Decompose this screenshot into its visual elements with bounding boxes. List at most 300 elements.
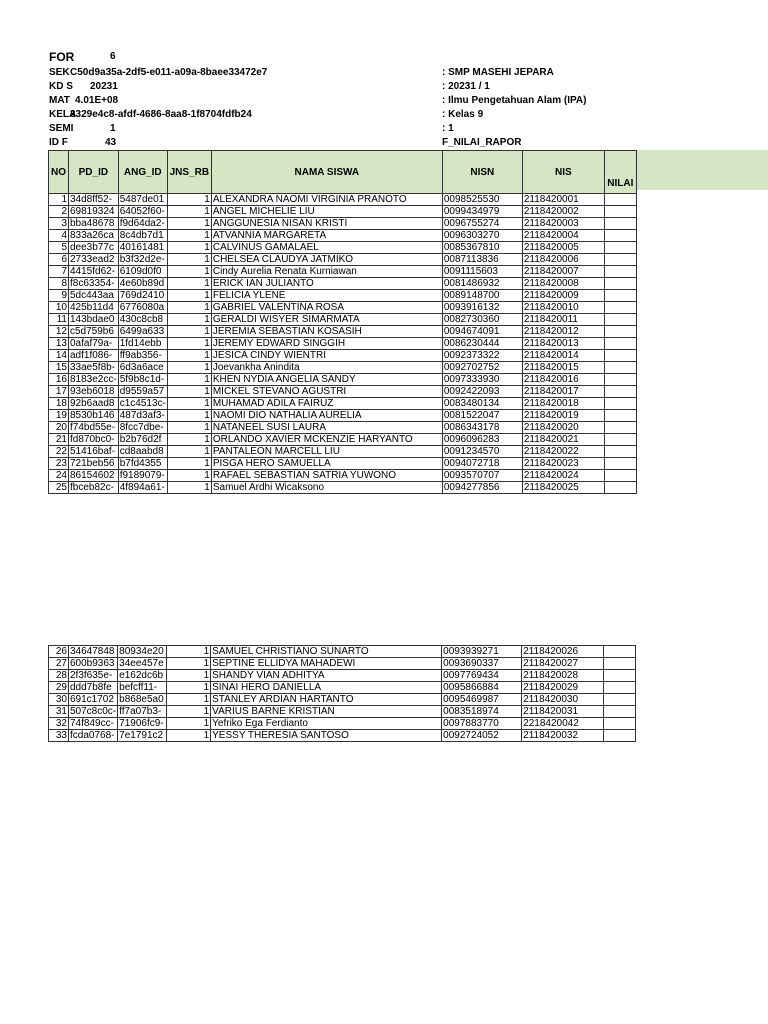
row-nama-siswa: SHANDY VIAN ADHITYA — [211, 670, 442, 682]
row-nama-siswa: Samuel Ardhi Wicaksono — [211, 482, 442, 494]
row-nisn: 0094674091 — [442, 326, 522, 338]
row-pd-id: 0afaf79a- — [69, 338, 119, 350]
row-nama-siswa: ORLANDO XAVIER MCKENZIE HARYANTO — [211, 434, 442, 446]
row-jns-rb: 1 — [167, 422, 211, 434]
row-nilai[interactable] — [604, 326, 636, 338]
row-nisn: 0093570707 — [442, 470, 522, 482]
row-nisn: 0094072718 — [442, 458, 522, 470]
row-nis: 2118420030 — [522, 694, 604, 706]
id-label: ID F — [49, 137, 68, 148]
row-nis: 2118420019 — [522, 410, 604, 422]
row-no: 26 — [49, 646, 69, 658]
row-jns-rb: 1 — [167, 646, 211, 658]
row-pd-id: 8183e2cc- — [70, 374, 117, 385]
table-row — [49, 682, 636, 694]
row-nis: 2118420013 — [522, 338, 604, 350]
row-jns-rb: 1 — [167, 410, 211, 422]
row-jns-rb: 1 — [167, 218, 211, 230]
row-no: 10 — [49, 302, 69, 314]
row-nama-siswa: FELICIA YLENE — [211, 290, 442, 302]
row-nilai[interactable] — [604, 470, 636, 482]
row-jns-rb: 1 — [167, 718, 211, 730]
row-nisn: 0087113836 — [442, 254, 522, 266]
row-nisn: 0093916132 — [442, 302, 522, 314]
row-jns-rb: 1 — [167, 266, 211, 278]
row-nilai[interactable] — [604, 386, 636, 398]
row-nilai[interactable] — [604, 242, 636, 254]
row-pd-id: 34647848 — [69, 646, 118, 658]
row-nisn: 0085367810 — [442, 242, 522, 254]
row-ang-id: c1c4513c- — [119, 398, 166, 409]
row-nilai[interactable] — [604, 410, 636, 422]
row-nis: 2118420016 — [522, 374, 604, 386]
row-nilai[interactable] — [604, 706, 636, 718]
table-row — [49, 278, 637, 290]
row-nisn: 0099434979 — [442, 206, 522, 218]
table-row — [49, 470, 637, 482]
row-pd-id: 92b6aad8 — [69, 398, 119, 410]
sheet-name: F_NILAI_RAPOR — [442, 137, 522, 148]
row-jns-rb: 1 — [167, 350, 211, 362]
row-nisn: 0086230444 — [442, 338, 522, 350]
school-name: : SMP MASEHI JEPARA — [442, 67, 554, 78]
row-ang-id: 6d3a6ace — [118, 362, 167, 374]
row-nisn: 0095866884 — [442, 682, 522, 694]
sek-value: C50d9a35a-2df5-e011-a09a-8baee33472e7 — [70, 67, 268, 78]
table-row — [49, 362, 637, 374]
row-ang-id: 6776080a — [118, 302, 167, 314]
row-pd-id: 8530b146 — [69, 410, 119, 422]
row-jns-rb: 1 — [167, 458, 211, 470]
row-nisn: 0094277856 — [442, 482, 522, 494]
row-no: 14 — [49, 350, 69, 362]
row-nilai[interactable] — [604, 422, 636, 434]
form-value: 6 — [110, 51, 116, 62]
row-no: 4 — [49, 230, 69, 242]
row-no: 20 — [49, 422, 69, 434]
row-nama-siswa: JEREMY EDWARD SINGGIH — [211, 338, 442, 350]
table-row — [49, 218, 637, 230]
row-nama-siswa: Yefriko Ega Ferdianto — [211, 718, 442, 730]
row-no: 22 — [49, 446, 69, 458]
table-row — [49, 374, 637, 386]
row-jns-rb: 1 — [167, 230, 211, 242]
row-nisn: 0092373322 — [442, 350, 522, 362]
row-nama-siswa: ERICK IAN JULIANTO — [211, 278, 442, 290]
row-nis: 2118420023 — [522, 458, 604, 470]
row-ang-id: 80934e20 — [118, 646, 167, 658]
row-no: 3 — [49, 218, 69, 230]
row-no: 25 — [49, 482, 69, 494]
row-nis: 2118420011 — [522, 314, 604, 326]
row-no: 23 — [49, 458, 69, 470]
table-row — [49, 434, 637, 446]
kd-label: KD S — [49, 81, 73, 92]
row-ang-id: 1fd14ebb — [118, 338, 167, 350]
row-nilai[interactable] — [604, 694, 636, 706]
row-nama-siswa: ATVANNIA MARGARETA — [211, 230, 442, 242]
row-nilai[interactable] — [604, 670, 636, 682]
row-no: 29 — [49, 682, 69, 694]
row-jns-rb: 1 — [167, 314, 211, 326]
row-ang-id: 64052f60- — [118, 206, 167, 218]
row-nis: 2118420020 — [522, 422, 604, 434]
row-nisn: 0081486932 — [442, 278, 522, 290]
row-jns-rb: 1 — [167, 302, 211, 314]
row-pd-id: fcda0768- — [69, 730, 118, 742]
row-jns-rb: 1 — [167, 482, 211, 494]
row-jns-rb: 1 — [167, 658, 211, 670]
table-row — [49, 302, 637, 314]
row-no: 24 — [49, 470, 69, 482]
row-nis: 2118420014 — [522, 350, 604, 362]
row-nis: 2118420015 — [522, 362, 604, 374]
row-ang-id: b3f32d2e- — [118, 254, 167, 266]
row-pd-id: f8c63354- — [69, 278, 119, 290]
row-nilai[interactable] — [604, 362, 636, 374]
row-nis: 2118420009 — [522, 290, 604, 302]
row-nis: 2118420008 — [522, 278, 604, 290]
row-pd-id: adf1f086- — [69, 350, 119, 362]
semester-label: SEMI — [49, 123, 74, 134]
table-row — [49, 326, 637, 338]
row-pd-id: 600b9363 — [69, 658, 118, 670]
row-jns-rb: 1 — [167, 338, 211, 350]
col-nilai: NILAI — [604, 151, 636, 194]
row-nama-siswa: GERALDI WISYER SIMARMATA — [211, 314, 442, 326]
row-no: 32 — [49, 718, 69, 730]
row-pd-id: bba48678 — [69, 218, 119, 230]
row-ang-id: 430c8cb8 — [118, 314, 167, 326]
row-nilai[interactable] — [604, 434, 636, 446]
row-nis: 2118420001 — [522, 194, 604, 206]
row-jns-rb: 1 — [167, 434, 211, 446]
row-jns-rb: 1 — [167, 706, 211, 718]
header-fill-extension — [636, 150, 768, 190]
table-row — [49, 422, 637, 434]
row-nama-siswa: MUHAMAD ADILA FAIRUZ — [211, 398, 442, 410]
table-row — [49, 242, 637, 254]
kelas-value: 3329e4c8-afdf-4686-8aa8-1f8704fdfb24 — [70, 109, 252, 120]
table-row — [49, 194, 637, 206]
row-no: 19 — [49, 410, 69, 422]
col-ang-id: ANG_ID — [118, 151, 167, 194]
row-nilai[interactable] — [604, 350, 636, 362]
row-nama-siswa: SEPTINE ELLIDYA MAHADEWI — [211, 658, 442, 670]
row-pd-id: c5d759b6 — [69, 326, 119, 338]
row-pd-id: 74f849cc- — [69, 718, 118, 730]
row-nama-siswa: Joevankha Anindita — [211, 362, 442, 374]
row-no: 28 — [49, 670, 69, 682]
row-pd-id: 5dc443aa — [69, 290, 119, 302]
row-ang-id: 487d3af3- — [118, 410, 167, 422]
row-ang-id: 4f894a61- — [118, 482, 167, 494]
row-nilai[interactable] — [604, 278, 636, 290]
row-no: 18 — [49, 398, 69, 410]
row-no: 33 — [49, 730, 69, 742]
row-nilai[interactable] — [604, 458, 636, 470]
row-ang-id: e162dc6b — [118, 670, 167, 682]
table-row — [49, 290, 637, 302]
row-ang-id: 769d2410 — [118, 290, 167, 302]
row-nama-siswa: PISGA HERO SAMUELLA — [211, 458, 442, 470]
row-jns-rb: 1 — [167, 682, 211, 694]
row-nis: 2118420021 — [522, 434, 604, 446]
row-ang-id: d9559a57 — [118, 386, 167, 398]
row-jns-rb: 1 — [167, 290, 211, 302]
row-nilai[interactable] — [604, 446, 636, 458]
table-header-row — [49, 151, 637, 194]
row-ang-id: 4e60b89d — [118, 278, 167, 290]
row-nisn: 0092422093 — [442, 386, 522, 398]
table-row — [49, 482, 637, 494]
row-nisn: 0089148700 — [442, 290, 522, 302]
row-pd-id: fbceb82c- — [69, 482, 119, 494]
row-ang-id: b868e5a0 — [118, 694, 167, 706]
row-nama-siswa: CHELSEA CLAUDYA JATMIKO — [211, 254, 442, 266]
table-row — [49, 410, 637, 422]
row-nilai[interactable] — [604, 206, 636, 218]
row-nilai[interactable] — [604, 374, 636, 386]
row-pd-id: 4415fd62- — [69, 266, 119, 278]
row-nis: 2118420006 — [522, 254, 604, 266]
row-nama-siswa: ALEXANDRA NAOMI VIRGINIA PRANOTO — [211, 194, 442, 206]
row-pd-id: ddd7b8fe — [69, 682, 118, 694]
semester-value: 1 — [110, 123, 116, 134]
table-row — [49, 398, 637, 410]
row-nis: 2118420005 — [522, 242, 604, 254]
col-no: NO — [49, 151, 69, 194]
row-nilai[interactable] — [604, 718, 636, 730]
row-nama-siswa: VARIUS BARNE KRISTIAN — [211, 706, 442, 718]
table-row — [49, 730, 636, 742]
row-nisn: 0082730360 — [442, 314, 522, 326]
row-ang-id: 5487de01 — [118, 194, 167, 206]
row-ang-id: b7fd4355 — [118, 458, 167, 470]
row-nis: 2118420010 — [522, 302, 604, 314]
row-nilai[interactable] — [604, 658, 636, 670]
row-ang-id: b2b76d2f — [118, 434, 167, 446]
row-pd-id: 2f3f635e- — [69, 670, 118, 682]
row-pd-id: 93eb6018 — [69, 386, 119, 398]
sek-label: SEK — [49, 67, 70, 78]
row-nilai[interactable] — [604, 482, 636, 494]
row-nama-siswa: PANTALEON MARCELL LIU — [211, 446, 442, 458]
row-nama-siswa: YESSY THERESIA SANTOSO — [211, 730, 442, 742]
row-pd-id: 86154602 — [69, 470, 119, 482]
row-jns-rb: 1 — [167, 446, 211, 458]
row-nilai[interactable] — [604, 290, 636, 302]
row-nisn: 0091234570 — [442, 446, 522, 458]
col-nisn: NISN — [442, 151, 522, 194]
row-nama-siswa: Cindy Aurelia Renata Kurniawan — [211, 266, 442, 278]
table-row — [49, 706, 636, 718]
row-nisn: 0096303270 — [442, 230, 522, 242]
row-nilai[interactable] — [604, 338, 636, 350]
row-pd-id: 691c1702 — [69, 694, 118, 706]
row-ang-id: 40161481 — [118, 242, 167, 254]
row-nama-siswa: SAMUEL CHRISTIANO SUNARTO — [211, 646, 442, 658]
row-no: 17 — [49, 386, 69, 398]
row-no: 9 — [49, 290, 69, 302]
mat-label: MAT — [49, 95, 70, 106]
row-ang-id: 8c4db7d1 — [118, 230, 167, 242]
row-jns-rb: 1 — [167, 670, 211, 682]
row-jns-rb: 1 — [167, 206, 211, 218]
row-nis: 2118420017 — [522, 386, 604, 398]
id-value: 43 — [105, 137, 117, 148]
row-nilai[interactable] — [604, 266, 636, 278]
table-row — [49, 338, 637, 350]
row-nisn: 0091115603 — [442, 266, 522, 278]
row-nis: 2118420024 — [522, 470, 604, 482]
table-row — [49, 446, 637, 458]
row-pd-id: 143bdae0 — [69, 314, 119, 326]
row-nis: 2118420032 — [522, 730, 604, 742]
row-nis: 2118420028 — [522, 670, 604, 682]
row-ang-id: cd8aabd8 — [118, 446, 167, 458]
row-nis: 2118420025 — [522, 482, 604, 494]
row-pd-id: 34d8ff52- — [69, 194, 119, 206]
grades-table-top — [48, 150, 637, 494]
row-nisn: 0093690337 — [442, 658, 522, 670]
row-nis: 2118420012 — [522, 326, 604, 338]
row-no: 15 — [49, 362, 69, 374]
table-row — [49, 658, 636, 670]
row-nilai[interactable] — [604, 646, 636, 658]
row-nilai[interactable] — [604, 254, 636, 266]
row-ang-id: 7e1791c2 — [118, 730, 167, 742]
row-nama-siswa: RAFAEL SEBASTIAN SATRIA YUWONO — [211, 470, 442, 482]
row-pd-id: 69819324 — [69, 206, 119, 218]
row-nisn: 0098525530 — [442, 194, 522, 206]
row-pd-id: 507c8c0c- — [70, 706, 117, 717]
row-nama-siswa: NATANEEL SUSI LAURA — [211, 422, 442, 434]
row-nisn: 0096096283 — [442, 434, 522, 446]
row-nis: 2118420003 — [522, 218, 604, 230]
row-nisn: 0096755274 — [442, 218, 522, 230]
row-pd-id: 833a26ca — [69, 230, 119, 242]
row-nilai[interactable] — [604, 314, 636, 326]
row-no: 5 — [49, 242, 69, 254]
row-ang-id: 6109d0f0 — [118, 266, 167, 278]
row-nis: 2118420026 — [522, 646, 604, 658]
row-ang-id: 5f9b8c1d- — [118, 374, 167, 386]
period-value: : 20231 / 1 — [442, 81, 490, 92]
row-nama-siswa: ANGEL MICHELIE LIU — [211, 206, 442, 218]
grades-table-bottom — [48, 645, 636, 742]
row-pd-id: f74bd55e- — [69, 422, 119, 434]
row-no: 30 — [49, 694, 69, 706]
row-jns-rb: 1 — [167, 374, 211, 386]
row-nisn: 0095469987 — [442, 694, 522, 706]
row-nis: 2118420029 — [522, 682, 604, 694]
row-ang-id: 8fcc7dbe- — [118, 422, 167, 434]
row-no: 2 — [49, 206, 69, 218]
row-ang-id: ff7a07b3- — [118, 706, 167, 718]
row-pd-id: 425b11d4 — [69, 302, 119, 314]
semester-name: : 1 — [442, 123, 454, 134]
row-no: 8 — [49, 278, 69, 290]
row-no: 1 — [49, 194, 69, 206]
row-nilai[interactable] — [604, 682, 636, 694]
row-nama-siswa: STANLEY ARDIAN HARTANTO — [211, 694, 442, 706]
row-pd-id: 33ae5f8b- — [69, 362, 119, 374]
row-jns-rb: 1 — [167, 362, 211, 374]
row-jns-rb: 1 — [167, 254, 211, 266]
row-nilai[interactable] — [604, 398, 636, 410]
row-no: 31 — [49, 706, 69, 718]
row-jns-rb: 1 — [167, 278, 211, 290]
table-row — [49, 718, 636, 730]
row-jns-rb: 1 — [167, 386, 211, 398]
row-nilai[interactable] — [604, 218, 636, 230]
row-jns-rb: 1 — [167, 326, 211, 338]
row-nisn: 0092724052 — [442, 730, 522, 742]
row-nis: 2218420042 — [522, 718, 604, 730]
row-nama-siswa: JEREMIA SEBASTIAN KOSASIH — [211, 326, 442, 338]
row-nis: 2118420002 — [522, 206, 604, 218]
row-nama-siswa: KHEN NYDIA ANGELIA SANDY — [211, 374, 442, 386]
row-no: 13 — [49, 338, 69, 350]
subject-name: : Ilmu Pengetahuan Alam (IPA) — [442, 95, 587, 106]
row-nisn: 0086343178 — [442, 422, 522, 434]
table-row — [49, 266, 637, 278]
row-jns-rb: 1 — [167, 694, 211, 706]
kelas-label: KELA — [49, 109, 77, 120]
row-nilai[interactable] — [604, 302, 636, 314]
table-row — [49, 254, 637, 266]
row-nis: 2118420031 — [522, 706, 604, 718]
table-row — [49, 670, 636, 682]
row-pd-id: fd870bc0- — [69, 434, 119, 446]
row-nisn: 0083480134 — [442, 398, 522, 410]
row-no: 21 — [49, 434, 69, 446]
table-row — [49, 458, 637, 470]
row-no: 27 — [49, 658, 69, 670]
row-nama-siswa: CALVINUS GAMALAEL — [211, 242, 442, 254]
row-no: 12 — [49, 326, 69, 338]
row-jns-rb: 1 — [167, 194, 211, 206]
row-jns-rb: 1 — [167, 242, 211, 254]
col-nama-siswa: NAMA SISWA — [211, 151, 442, 194]
row-nilai[interactable] — [604, 230, 636, 242]
table-row — [49, 230, 637, 242]
row-nisn: 0097883770 — [442, 718, 522, 730]
row-nisn: 0081522047 — [442, 410, 522, 422]
row-nama-siswa: JESICA CINDY WIENTRI — [211, 350, 442, 362]
table-row — [49, 314, 637, 326]
table-row — [49, 694, 636, 706]
row-ang-id: ff9ab356- — [118, 350, 167, 362]
row-ang-id: 6499a633 — [118, 326, 167, 338]
col-pd-id: PD_ID — [69, 151, 119, 194]
row-nisn: 0083518974 — [442, 706, 522, 718]
row-pd-id: 721beb56 — [69, 458, 119, 470]
row-nilai[interactable] — [604, 730, 636, 742]
col-jns-rb: JNS_RB — [167, 151, 211, 194]
row-nis: 2118420018 — [522, 398, 604, 410]
row-no: 16 — [49, 374, 69, 386]
row-nama-siswa: ANGGUNESIA NISAN KRISTI — [211, 218, 442, 230]
kd-value: 20231 — [90, 81, 118, 92]
row-nilai[interactable] — [604, 194, 636, 206]
class-name: : Kelas 9 — [442, 109, 484, 120]
row-no: 6 — [49, 254, 69, 266]
table-row — [49, 386, 637, 398]
row-nama-siswa: NAOMI DIO NATHALIA AURELIA — [211, 410, 442, 422]
row-pd-id: 2733ead2 — [69, 254, 119, 266]
